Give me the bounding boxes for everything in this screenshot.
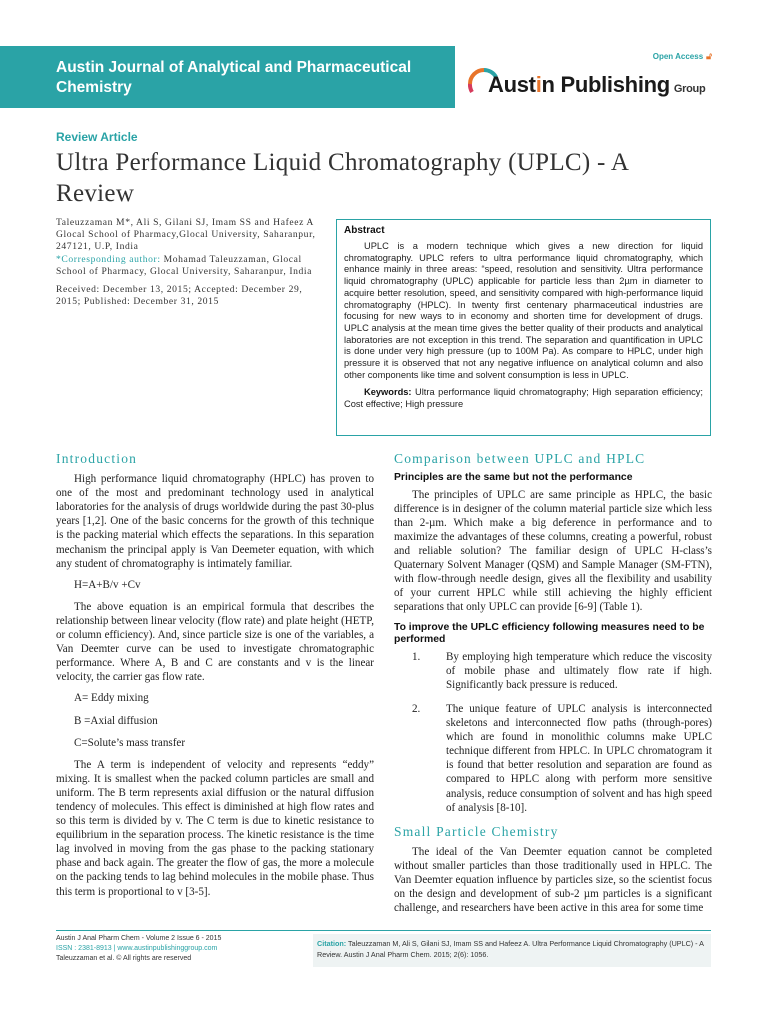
footer-issn-link[interactable]: ISSN : 2381-8913 | www.austinpublishinggroup.com (56, 945, 218, 952)
section-heading-introduction: Introduction (56, 451, 138, 466)
subheading-efficiency: To improve the UPLC efficiency following measures need to be performed (394, 621, 705, 646)
article-dates: Received: December 13, 2015; Accepted: December 29, 2015; Published: December 31, 2015 (56, 284, 303, 308)
authors: Taleuzzaman M*, Ali S, Gilani SJ, Imam SS and Hafeez A (56, 217, 314, 228)
list-item-text: By employing high temperature which reduce the viscosity of mobile phase and ultimately flow rate if high. Significantly back pressure is reduced. (446, 650, 712, 691)
definition-b: B =Axial diffusion (74, 714, 158, 727)
footer-journal-line: Austin J Anal Pharm Chem - Volume 2 Issue 6 - 2015 (56, 935, 222, 942)
open-access-text: Open Access (652, 52, 704, 61)
comparison-paragraph: The principles of UPLC are same principle as HPLC, the basic difference is in designer of the column material particle size which less than 2-µm. Which make a big deference in performance and to maximize the advantages of these columns, creating a powerful, robust and reliable solution? The familiar design of UPLC H-class’s Quaternary Solvent Manager (QSM) and Sample Manager (SM-FTN), with flow-through needle design, gives all the flexibility and usability of your current HPLC while still achieving the highly efficient separations that only UPLC can provide [6-9] (Table 1). (394, 488, 712, 614)
left-column (56, 452, 374, 906)
footer-journal-info (56, 934, 306, 964)
article-type: Review Article (56, 130, 138, 144)
keywords-text: Ultra performance liquid chromatography; High separation efficiency; Cost effective; High pressure (344, 387, 703, 410)
abstract-box (336, 219, 711, 436)
definition-c: C=Solute’s mass transfer (74, 736, 186, 749)
definition-a: A= Eddy mixing (74, 692, 149, 705)
subheading-principles: Principles are the same but not the performance (394, 472, 633, 484)
open-lock-icon: 🔓︎ (706, 51, 712, 61)
article-title: Ultra Performance Liquid Chromatography (UPLC) - A Review (56, 149, 628, 207)
corresponding-label: *Corresponding author: (56, 253, 161, 265)
citation-label: Citation: (317, 939, 347, 948)
small-particle-paragraph: The ideal of the Van Deemter equation cannot be completed without smaller particles than those traditionally used in HPLC. The Van Deemter equation influence by particles size, so the scientist focus on the design and development of sub-2 µm particles is a significant challenge, and researchers have been active in this area for some time (394, 845, 712, 915)
citation-text: Taleuzzaman M, Ali S, Gilani SJ, Imam SS and Hafeez A. Ultra Performance Liquid Chromatography (UPLC) - A Review. Austin J Anal Pharm Chem. 2015; 2(6): 1056. (317, 939, 704, 959)
intro-paragraph-1: High performance liquid chromatography (HPLC) has proven to one of the most and predominant technology used in analytical laboratories for the analysis of drugs worldwide during the past 30-plus years [1,2]. One of the basic concerns for the growth of this technique is the packing material which effects the separations. In this separation mechanism the principal apply is Van Deemeter equation, with which any student of chromatography is intimately familiar. (56, 473, 374, 570)
intro-paragraph-3: The A term is independent of velocity and represents “eddy” mixing. It is smallest when the packed column particles are small and uniform. The B term represents axial diffusion or the natural diffusion tendency of molecules. This effect is diminished at high flow rates and so this term is divided by v. The C term is due to kinetic resistance to equilibrium in the separation process. The kinetic resistance is the time lag involved in moving from the gas phase to the packing stationary phase and back again. The greater the flow of gas, the more a molecule on the packing tends to lag behind molecules in the mobile phase. Thus this term is proportional to v [3-5]. (56, 758, 374, 898)
author-info (56, 217, 326, 308)
publisher-logo (466, 66, 716, 106)
abstract-text: UPLC is a modern technique which gives a new direction for liquid chromatography. UPLC refers to ultra performance liquid chromatography, which enhance mainly in three areas: “speed, resolution and sensitivity. Ultra performance liquid chromatography (UPLC) applicable for particle less than 2µm in diameter to acquire better resolution, speed, and sensitivity compared with high-performance liquid chromatography (HPLC). In twenty first centenary pharmaceutical industries are focusing for new ways to in economy and shorten time for development of drugs. UPLC analysis at the mean time gives the better quality of their products and analytical laboratories are not exception in this trend. The separation and quantification in UPLC is done under very high pressure (up to 100M Pa). As compare to HPLC, under high pressure it is observed that not any negative influence on analytical column and also other components like time and solvent consumption is less in UPLC. (344, 241, 703, 380)
section-heading-small-particle: Small Particle Chemistry (394, 823, 559, 839)
efficiency-measures-list (394, 650, 712, 815)
open-access-label (653, 51, 712, 62)
affiliation: Glocal School of Pharmacy,Glocal University, Saharanpur, 247121, U.P, India (56, 229, 316, 253)
publisher-group: Group (673, 83, 706, 95)
list-item (394, 702, 712, 815)
list-item-text: The unique feature of UPLC analysis is interconnected skeletons and interconnected flow paths (through-pores) which are found in monolithic columns make UPLC technique different from HPLC. In UPLC chromatogram it is found that better resolution and separation are found as compared to HPLC along with perform more sensitive analysis, reduce consumption of solvent and has high speed of analysis [8-10]. (446, 703, 712, 814)
section-heading-comparison: Comparison between UPLC and HPLC (394, 451, 646, 466)
footer-rights: Taleuzzaman et al. © All rights are reserved (56, 955, 192, 962)
footer-divider (56, 930, 711, 931)
list-item-number: 1. (412, 650, 421, 663)
keywords-label: Keywords: (364, 387, 412, 398)
publisher-name: Austin Publishing Group (488, 72, 706, 97)
abstract-title: Abstract (344, 225, 385, 236)
list-item-number: 2. (412, 703, 421, 715)
corresponding-author (56, 254, 326, 278)
journal-title: Austin Journal of Analytical and Pharmaceutical Chemistry (56, 59, 412, 96)
van-deemter-equation: H=A+B/v +Cv (74, 578, 141, 591)
corresponding-text: Mohamad Taleuzzaman, Glocal School of Pharmacy, Glocal University, Saharanpur, India (56, 253, 313, 277)
citation-box (313, 934, 711, 967)
keywords (344, 387, 703, 410)
right-column (394, 452, 712, 922)
intro-paragraph-2: The above equation is an empirical formula that describes the relationship between linear velocity (flow rate) and plate height (HETP, or column efficiency). And, since particle size is one of the variables, a Van Deemter curve can be used to investigate chromatographic performance. Where A, B and C are constants and v is the linear velocity, the carrier gas flow rate. (56, 600, 374, 684)
list-item (394, 650, 712, 692)
